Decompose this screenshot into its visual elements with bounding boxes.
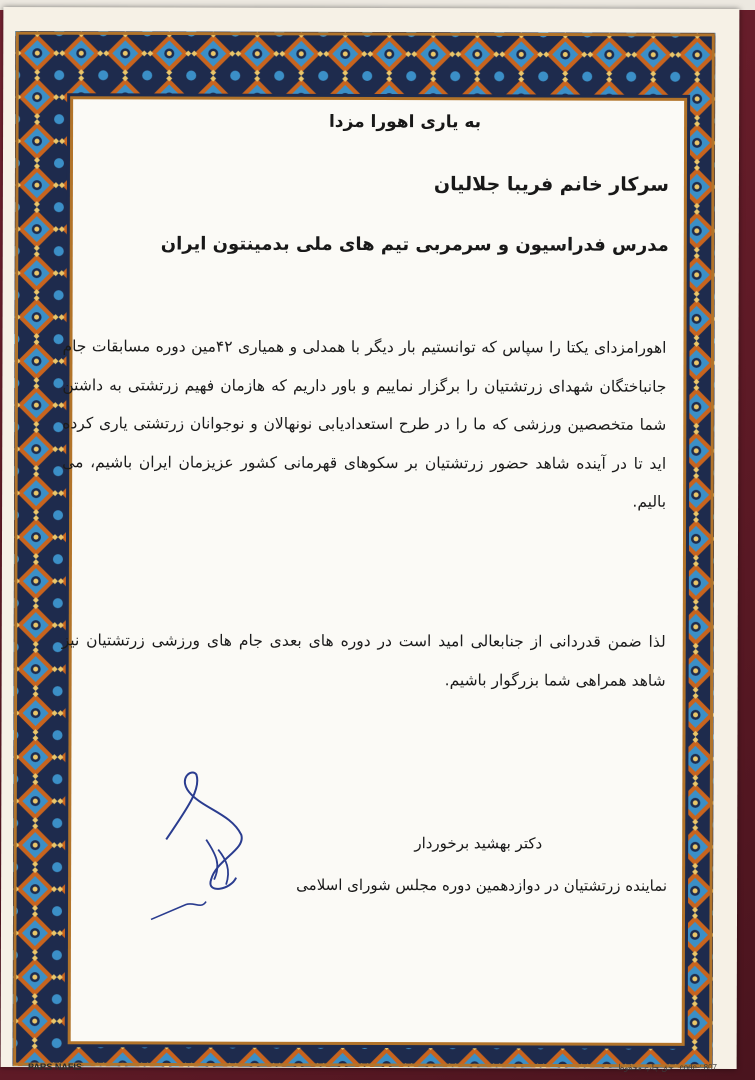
body-paragraph-1: اهورامزدای یکتا را سپاس که توانستیم بار دیگر با همدلی و همیاری ۴۲مین دوره مسابقات جام جانباختگان شهدای زرتشتیان را برگزار نماییم و باور داریم که هازمان فهیم زرتشتی به داشتن شما متخصصین ورزشی که ما را در طرح استعدادیابی نونهالان و نوجوانان زرتشتی یاری کرده اید تا در آینده شاهد حضور زرتشتیان بر سکوهای قهرمانی کشور عزیزمان ایران باشیم، می بالیم. bbox=[62, 337, 667, 511]
footer-code-number: code : 807 bbox=[679, 1063, 717, 1072]
recipient-title: مدرس فدراسیون و سرمربی تیم های ملی بدمینتون ایران bbox=[160, 233, 669, 256]
body-paragraph-2: لذا ضمن قدردانی از جنابعالی امید است در دوره های بعدی جام های ورزشی زرتشتیان نیز شاهد همراهی شما بزرگوار باشیم. bbox=[61, 631, 666, 690]
signer-role: نماینده زرتشتیان در دوازدهمین دوره مجلس شورای اسلامی bbox=[296, 875, 668, 895]
signer-name: دکتر بهشید برخوردار bbox=[414, 834, 543, 853]
footer-code bbox=[617, 1063, 717, 1072]
footer-rights: حق چاپ محفوظ bbox=[616, 1063, 673, 1072]
footer-brand: PARS NAFIS bbox=[28, 1062, 82, 1072]
certificate-sheet bbox=[1, 7, 740, 1069]
invocation-heading: به یاری اهورا مزدا bbox=[328, 111, 482, 133]
recipient-name: سرکار خانم فریبا جلالیان bbox=[433, 173, 669, 196]
handwritten-signature bbox=[146, 769, 256, 929]
